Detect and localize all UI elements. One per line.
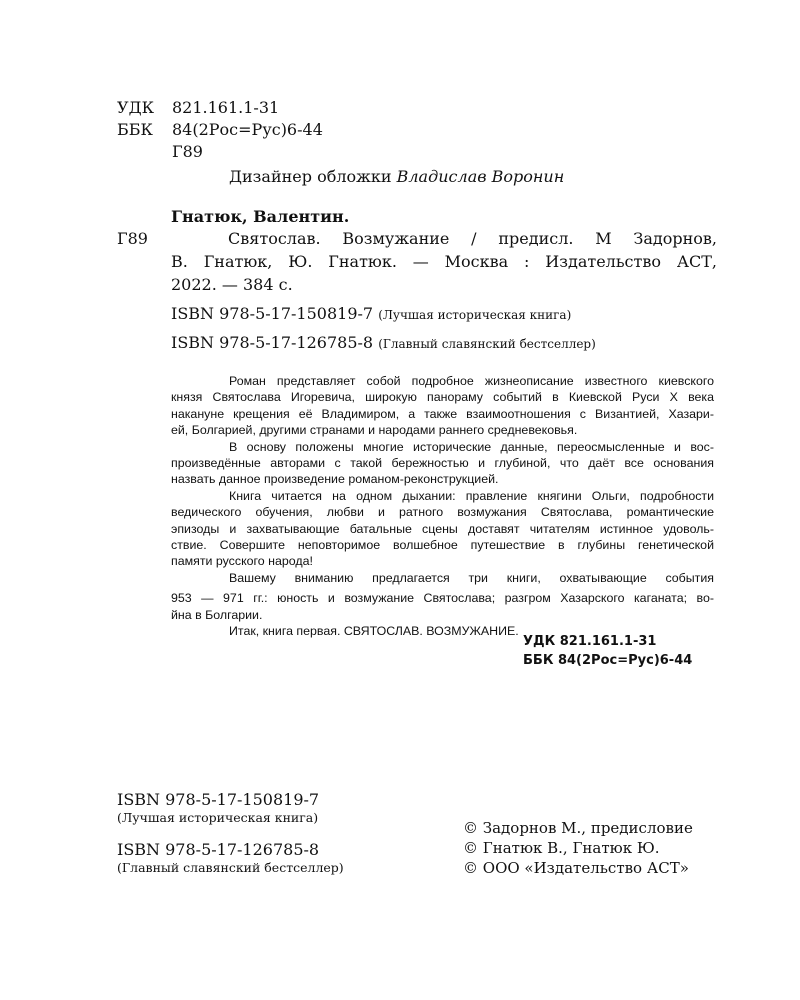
bottom-isbn-2 (117, 840, 344, 876)
annotation-line: назвать данное произведение романом-реконструкцией. (171, 472, 499, 487)
copyright-line: © Задорнов М., предисловие (463, 819, 693, 837)
isbn-series: (Лучшая историческая книга) (378, 308, 572, 322)
annotation-line: Роман представляет собой подробное жизнеописание известного киевского (229, 374, 714, 388)
annotation-line: Итак, книга первая. СВЯТОСЛАВ. ВОЗМУЖАНИЕ. (229, 624, 519, 639)
designer-prefix: Дизайнер обложки (229, 167, 392, 186)
isbn-line (171, 329, 596, 358)
copyright-line: © ООО «Издательство АСТ» (463, 859, 689, 877)
isbn-number: ISBN 978-5-17-126785-8 (117, 840, 320, 859)
biblio-line: Святослав. Возмужание / предисл. М Задорнов, (228, 229, 717, 248)
udk-line (117, 97, 323, 119)
isbn-series: (Лучшая историческая книга) (117, 810, 319, 825)
udk-value: 821.161.1-31 (172, 98, 280, 117)
annotation-line: В основу положены многие исторические данные, переосмысленные и вос- (229, 439, 714, 454)
annotation-line: йна в Болгарии. (171, 607, 263, 622)
copyright-block (463, 818, 693, 878)
annotation-paragraph (171, 439, 714, 488)
annotation (171, 373, 714, 640)
isbn-number: ISBN 978-5-17-150819-7 (171, 304, 374, 323)
annotation-line: 953 — 971 гг.: юность и возмужание Святослава; разгром Хазарского каганата; во- (171, 591, 714, 606)
isbn-series: (Главный славянский бестселлер) (378, 337, 596, 351)
annotation-line: Вашему вниманию предлагается три книги, охватывающие события (229, 570, 714, 585)
designer-name: Владислав Воронин (396, 167, 565, 186)
udk-right: УДК 821.161.1-31 (523, 634, 657, 649)
annotation-paragraph (171, 570, 714, 623)
bibliographic-author-mark: Г89 (117, 229, 148, 248)
copyright-line: © Гнатюк В., Гнатюк Ю. (463, 839, 660, 857)
isbn-number: ISBN 978-5-17-150819-7 (117, 790, 320, 809)
classification-right (523, 632, 692, 670)
annotation-line: князя Святослава Игоревича, широкую панораму событий в Киевской Руси X века (171, 390, 714, 405)
isbn-number: ISBN 978-5-17-126785-8 (171, 333, 374, 352)
bbk-line (117, 119, 323, 141)
bbk-label: ББК (117, 120, 153, 139)
biblio-line: В. Гнатюк, Ю. Гнатюк. — Москва : Издательство АСТ, (171, 252, 717, 271)
annotation-paragraph (171, 488, 714, 570)
isbn-series: (Главный славянский бестселлер) (117, 860, 344, 875)
annotation-line: памяти русского народа! (171, 554, 313, 569)
bottom-isbn-1 (117, 790, 319, 826)
bbk-value: 84(2Рос=Рус)6-44 (172, 120, 323, 139)
classification-block (117, 97, 323, 163)
annotation-line: накануне крещения её Владимиром, а также взаимоотношения с Византией, Хазари- (171, 406, 714, 421)
udk-label: УДК (117, 98, 154, 117)
author-mark: Г89 (172, 142, 203, 161)
annotation-line: ствие. Совершите неповторимое волшебное путешествие в глубины генетической (171, 538, 714, 553)
isbn-block (171, 300, 596, 358)
author-mark-line (117, 141, 323, 163)
annotation-line: ведического обучения, любви и ратного возмужания Святослава, романтические (171, 505, 714, 520)
designer-credit (229, 167, 564, 186)
annotation-line: эпизоды и захватывающие батальные сцены доставят читателям истинное удоволь- (171, 521, 714, 536)
isbn-line (171, 300, 596, 329)
annotation-line: ей, Болгарией, другими странами и народами раннего средневековья. (171, 423, 578, 438)
annotation-paragraph (171, 373, 714, 439)
annotation-line: произведённые авторами с такой бережностью и глубиной, что даёт все основания (171, 456, 714, 471)
bbk-right: ББК 84(2Рос=Рус)6-44 (523, 653, 693, 668)
book-author: Гнатюк, Валентин. (171, 207, 350, 226)
annotation-line: Книга читается на одном дыхании: правление княгини Ольги, подробности (229, 488, 714, 503)
bibliographic-description (171, 227, 717, 296)
biblio-line: 2022. — 384 с. (171, 275, 293, 294)
